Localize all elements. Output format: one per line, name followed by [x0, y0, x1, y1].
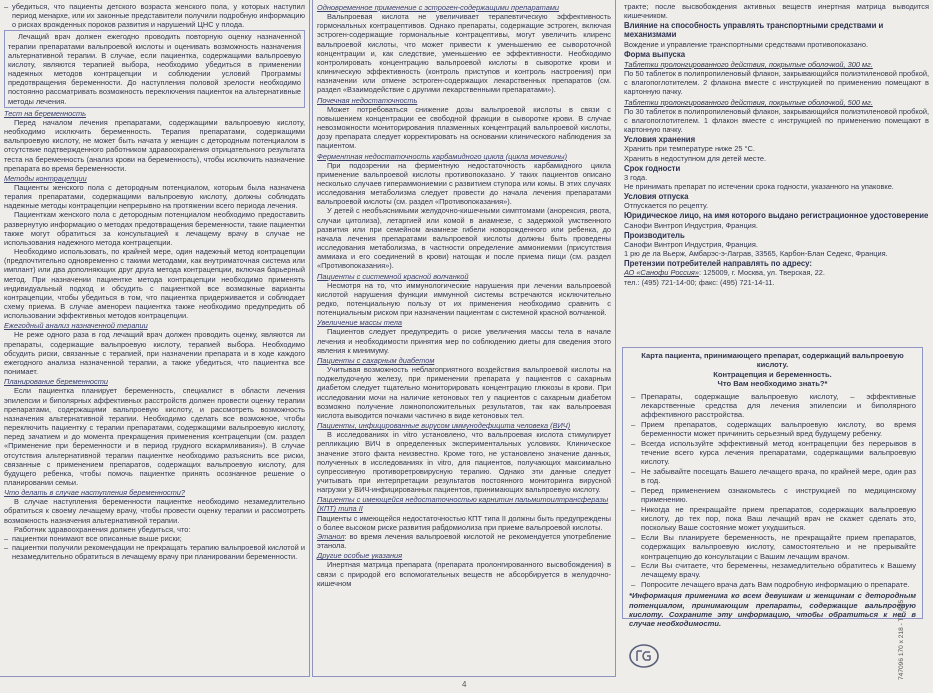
company-link: АО «Санофи Россия»	[624, 268, 699, 278]
paragraph: Необходимо использовать, по крайней мере, один надежный метод контрацепции (предпочтительно одновременно с такими методами, как внутриматочная система или имплант) или два дополняющих друг друга метода контрацепции, включая барьерный метод. При назначении пациентке метода контрацепции необходимо применять индивидуальный подход и обсудить с пациенткой все возможные варианты контрацепции, чтобы убедиться в том, что пациентка придерживается и соблюдает схему приема. В случае аменореи пациентка также необходимо предупредить об использовании эффективных методов контрацепции.	[4, 247, 305, 321]
paragraph: Не принимать препарат по истечении срока годности, указанного на упаковке.	[624, 181, 894, 191]
section-heading-lupus: Пациенты с системной красной волчанкой	[317, 271, 469, 281]
list-item: – Попросите лечащего врача дать Вам подробную информацию о препарате.	[641, 580, 916, 589]
paragraph: Санофи Винтроп Индустрия, Франция.	[624, 220, 758, 230]
paragraph: Вальпроевая кислота не увеличивает терапевтическую эффективность гормональных контрацептивов. Однако препараты, содержащие эстроген, включая эстроген-содержащие гормональные контрацептивы, могут увеличить клиренс вальпроевой кислоты, что может привести к уменьшению ее сывороточной концентрации и, как следствие, уменьшению ее эффективности. Необходимо контролировать концентрацию вальпроевой кислоты в сыворотке крови и клиническую эффективность (контроль приступов и контроль настроения) при назначении или отмене эстроген-содержащих лекарственных препаратов (см. раздел «Взаимодействие с другими лекарственными препаратами»).	[317, 12, 611, 95]
paragraph: Отпускается по рецепту.	[624, 201, 708, 211]
section-heading-other: Другие особые указания	[317, 551, 403, 561]
paragraph: По 50 таблеток в полипропиленовый флакон, закрывающийся полиэтиленовой пробкой, с влагопоглотителем. 2 флакона вместе с инструкцией по применению помещают в картонную пачку.	[624, 69, 929, 97]
section-heading-hiv: Пациенты, инфицированные вирусом иммунодефицита человека (ВИЧ)	[317, 421, 571, 431]
heading-claims: Претензии потребителей направлять по адресу:	[624, 259, 813, 269]
heading-storage: Условия хранения	[624, 135, 696, 145]
paragraph: Работник здравоохранения должен убедиться, что:	[14, 524, 191, 534]
section-heading-what-to-do: Что делать в случае наступления беременности?	[4, 488, 186, 498]
heading-dosage-form: Форма выпуска	[624, 49, 686, 59]
inline-text: : 125009, г. Москва, ул. Тверская, 22.	[699, 268, 825, 278]
print-code: 747096 170 x 218 - TC 845	[898, 599, 905, 680]
paragraph: Хранить при температуре ниже 25 °С.	[624, 144, 755, 154]
list-item: – Препараты, содержащие вальпроевую кислоту, – эффективные лекарственные средства для лечения эпилепсии и биполярного аффективного расстройства.	[641, 392, 916, 420]
section-heading-urea-cycle: Ферментная недостаточность карбамидного цикла (цикла мочевины)	[317, 151, 568, 161]
card-title	[629, 351, 916, 389]
paragraph: 1 рю де ла Вьерж, Амбарэс-э-Лаграв, 33565, Карбон-Блан Седекс, Франция.	[624, 249, 888, 259]
paragraph: Пациентов следует предупредить о риске увеличения массы тела в начале лечения и необходимости принятия мер по соблюдению диеты для сведения этого явления к минимуму.	[317, 327, 611, 355]
heading-shelf-life: Срок годности	[624, 163, 681, 173]
column-left	[0, 0, 310, 677]
list-item: – пациентки понимают все описанные выше риски;	[12, 534, 305, 543]
paragraph: Хранить в недоступном для детей месте.	[624, 153, 767, 163]
paragraph: Учитывая возможность неблагоприятного воздействия вальпроевой кислоты на поджелудочную железу, при применении препарата у пациентов с сахарным диабетом следует тщательно мониторировать концентрацию глюкозы в крови. При исследовании мочи на наличие кетоновых тел у пациентов с сахарным диабетом возможно получение ложноположительных результатов, так как вальпроевая кислота выводится почками частично в виде кетоновых тел.	[317, 365, 611, 420]
top-bullet-list	[4, 2, 305, 29]
section-heading-cpt2: Пациенты с имеющейся недостаточностью карнитин пальмитоилтрансферазы (КПТ) типа II	[317, 495, 609, 514]
paragraph: Перед началом лечения препаратами, содержащими вальпроевую кислоту, необходимо исключить беременность. Терапия препаратами, содержащими вальпроевую кислоту, не может быть начата у женщин с детородным потенциалом в отсутствие подтвержденного работником здравоохранения отрицательного результата теста на беременность (анализ крови на беременность), чтобы исключить назначение препарата во время беременности.	[4, 117, 305, 173]
paragraph: Пациенткам женского пола с детородным потенциалом необходимо предоставить развернутую информацию о методах предотвращения беременности, такие пациентки также могут обратиться за консультацией к лечащему врачу в случае не использования надежного метода контрацепции.	[4, 210, 305, 247]
card-footnote: *Информация применима ко всем девушкам и женщинам с детородным потенциалом, принимающим препараты, содержащие вальпроевую кислоту. Сохраните эту информацию, чтобы обратиться к ней в случае необходимости.	[629, 591, 916, 629]
paragraph-ethanol	[317, 532, 611, 550]
list-item: – убедиться, что пациенты детского возраста женского пола, у которых наступил период менархе, или их законные представители получили подробную информацию о рисках врожденных пороков развития и нарушений ЦНС у плода.	[12, 2, 305, 29]
heading-dispensing: Условия отпуска	[624, 192, 689, 202]
boxed-paragraph	[4, 30, 305, 107]
certification-mark-icon	[628, 643, 660, 669]
heading-registration-holder: Юридическое лицо, на имя которого выдано регистрационное удостоверение	[624, 211, 929, 221]
section-heading-estrogen: Одновременное применение с эстроген-содержащими препаратами	[317, 3, 560, 12]
paragraph: Может потребоваться снижение дозы вальпроевой кислоты в связи с повышением концентрации ее свободной фракции в сыворотке крови. В случае невозможности мониторирования плазменных концентраций вальпроевой кислоты, дозу препарата следует корректировать на основании клинического наблюдения за пациентом.	[317, 104, 611, 151]
paragraph: Лечащий врач должен ежегодно проводить повторную оценку назначенной терапии препаратами вальпроевой кислоты и оценивать возможность назначения альтернативной терапии. В случае, если пациентка, содержащими вальпроевую кислоту, являются терапией выбора, необходимо убедиться в применении надежных методов контрацепции и соблюдении условий Программы предотвращения беременности. До наступления половой зрелости необходимо постоянно рассматривать возможность переключения пациенток на альтернативные методы лечения.	[8, 32, 301, 106]
list-item: – Никогда не прекращайте прием препаратов, содержащих вальпроевую кислоту, до тех пор, пока Ваш лечащий врач не скажет сделать это, поскольку Ваше состояние может ухудшиться.	[641, 505, 916, 533]
section-heading-diabetes: Пациенты с сахарным диабетом	[317, 355, 435, 365]
paragraph: Вождение и управление транспортными средствами противопоказано.	[624, 39, 869, 49]
list-item: – Прием препаратов, содержащих вальпроевую кислоту, во время беременности может причинить серьезный вред будущему ребенку.	[641, 420, 916, 439]
checklist	[4, 534, 305, 561]
paragraph-claims	[624, 268, 929, 277]
section-heading-contraception: Методы контрацепции	[4, 173, 87, 183]
paragraph: Санофи Винтроп Индустрия, Франция.	[624, 239, 758, 249]
list-item: – Если Вы планируете беременность, не прекращайте прием препаратов, содержащих вальпроевую кислоту, самостоятельно и не прерывайте контрацепцию до консультации с Вашим лечащим врачом.	[641, 533, 916, 561]
list-item: – Не забывайте посещать Вашего лечащего врача, по крайней мере, один раз в год.	[641, 467, 916, 486]
subheading-300mg: Таблетки пролонгированного действия, покрытые оболочкой, 300 мг.	[624, 59, 873, 69]
inline-text: : во время лечения вальпроевой кислотой не рекомендуется употребление этанола.	[317, 531, 611, 551]
paragraph: Пациенты с имеющейся недостаточностью КПТ типа II должны быть предупреждены о более высоком риске развития рабдомиолиза при приеме вальпроевой кислоты.	[317, 513, 611, 532]
inline-heading-ethanol: Этанол	[317, 531, 345, 541]
paragraph: Несмотря на то, что иммунологические нарушения при лечении вальпроевой кислотой нарушения функции иммунной системы встречаются исключительно редко, потенциальную пользу от их применения необходимо сравнить с потенциальным риском при назначении пациентам с системной красной волчанкой.	[317, 280, 611, 318]
column-middle	[312, 0, 616, 677]
heading-manufacturer: Производитель	[624, 230, 685, 240]
section-heading-weight: Увеличение массы тела	[317, 318, 403, 328]
paragraph: Если пациентка планирует беременность, специалист в области лечения эпилепсии и биполярных аффективных расстройств должен провести оценку терапии препаратами, содержащими вальпроевую кислоту, и рассмотреть возможность назначения альтернативной терапии. Необходимо сделать все возможное, чтобы переключить пациентку с терапии препаратами, содержащими вальпроевую кислоту, перед зачатием и до момента прекращения применения контрацепции (см. раздел «Применение при беременности и в период грудного вскармливания»). В случае отсутствия альтернативной терапии пациентке необходимо разъяснить все риски, связанные с применением препаратов, содержащих вальпроевую кислоту, для будущего ребенка, чтобы помочь пациентке принять осознанное решение о планировании семьи.	[4, 386, 305, 487]
paragraph-phone: тел.: (495) 721-14-00; факс: (495) 721-14-11.	[624, 277, 775, 287]
section-heading-annual-review: Ежегодный анализ назначенной терапии	[4, 321, 148, 331]
list-item: – пациентки получили рекомендации не прекращать терапию вальпроевой кислотой и незамедлительно обратиться в лечащему врачу при планировании беременности.	[12, 543, 305, 561]
paragraph: У детей с необъяснимыми желудочно-кишечными симптомами (анорексия, рвота, случаи цитолиза), летаргией или комой в анамнезе, с задержкой умственного развития или при семейном анамнезе гибели новорожденного или ребенка, до начала лечения препаратами вальпроевой кислоты должны быть проведены исследования метаболизма, в частности определение аммониемии (присутствия аммиака и его соединений в крови) натощак и после приема пищи (см. раздел «Противопоказания»).	[317, 206, 611, 271]
paragraph: В случае наступления беременности пациентке необходимо незамедлительно обратиться к своему лечащему врачу, чтобы провести оценку терапии и рассмотреть возможность назначения альтернативной терапии.	[4, 497, 305, 525]
section-heading-renal: Почечная недостаточность	[317, 95, 418, 105]
paragraph: По 30 таблеток в полипропиленовый флакон, закрывающийся полиэтиленовой пробкой, с влагопоглотителем. 1 флакон вместе с инструкцией по применению помещают в картонную пачку.	[624, 106, 929, 135]
paragraph: Не реже одного раза в год лечащий врач должен проводить оценку, являются ли препараты, содержащие вальпроевую кислоту, терапией выбора. Необходимо обсудить риски, связанные с терапией, при назначении препарата и в ходе каждого ежегодного анализа назначенной терапии, а также убедиться, что пациентка все понимает.	[4, 330, 305, 377]
paragraph: Пациенты женского пола с детородным потенциалом, которым была назначена терапия препаратами, содержащими вальпроевую кислоту, должны соблюдать надежные методы контрацепции непрерывно на протяжении всего периода лечения.	[4, 182, 305, 211]
card-title-line: Карта пациента, принимающего препарат, содержащий вальпроевую кислоту.	[641, 351, 904, 370]
list-item: – Всегда используйте эффективный метод контрацепции без перерывов в течение всего курса лечения препаратами, содержащими вальпроевую кислоту.	[641, 439, 916, 467]
paragraph: 3 года.	[624, 172, 648, 182]
page-number: 4	[462, 680, 467, 689]
section-heading-pregnancy-planning: Планирование беременности	[4, 377, 108, 387]
paragraph: Инертная матрица препарата (препарата пролонгированного высвобождения) в связи с природой его вспомогательных веществ не абсорбируется в желудочно-кишечном	[317, 560, 611, 588]
card-title-line: Что Вам необходимо знать?*	[717, 379, 828, 389]
patient-card	[622, 347, 923, 629]
list-item: – Перед применением ознакомьтесь с инструкцией по медицинскому применению.	[641, 486, 916, 505]
section-heading-pregnancy-test: Тест на беременность	[4, 108, 86, 118]
heading-driving: Влияние на способность управлять транспортными средствами и механизмами	[624, 21, 884, 40]
subheading-500mg: Таблетки пролонгированного действия, покрытые оболочкой, 500 мг.	[624, 97, 873, 107]
card-title-line: Контрацепция и беременность.	[713, 369, 832, 379]
card-list	[629, 392, 916, 590]
paragraph: В исследованиях in vitro установлено, что вальпроевая кислота стимулирует репликацию ВИЧ в определенных экспериментальных условиях. Клиническое значение этого факта неизвестно. Кроме того, не установлено значение данных, полученных в исследованиях in vitro, для пациентов, получающих максимально супрессивную противоретровирусную терапию. Однако эти данные следует учитывать при интерпретации результатов постоянного мониторинга вирусной нагрузки у ВИЧ-инфицированных пациентов, принимающих вальпроевую кислоту.	[317, 430, 611, 495]
paragraph: При подозрении на ферментную недостаточность карбамидного цикла применение вальпроевой кислоты противопоказано. У таких пациентов описано несколько случаев гипераммониемии с развитием ступора или комы. В этих случаях исследования метаболизма следует провести до начала лечения препаратами вальпроевой кислоты (см. раздел «Противопоказания»).	[317, 160, 611, 207]
paragraph: тракте; после высвобождения активных веществ инертная матрица выводится кишечником.	[624, 2, 929, 21]
list-item: – Если Вы считаете, что беременны, незамедлительно обратитесь к Вашему лечащему врачу.	[641, 561, 916, 580]
